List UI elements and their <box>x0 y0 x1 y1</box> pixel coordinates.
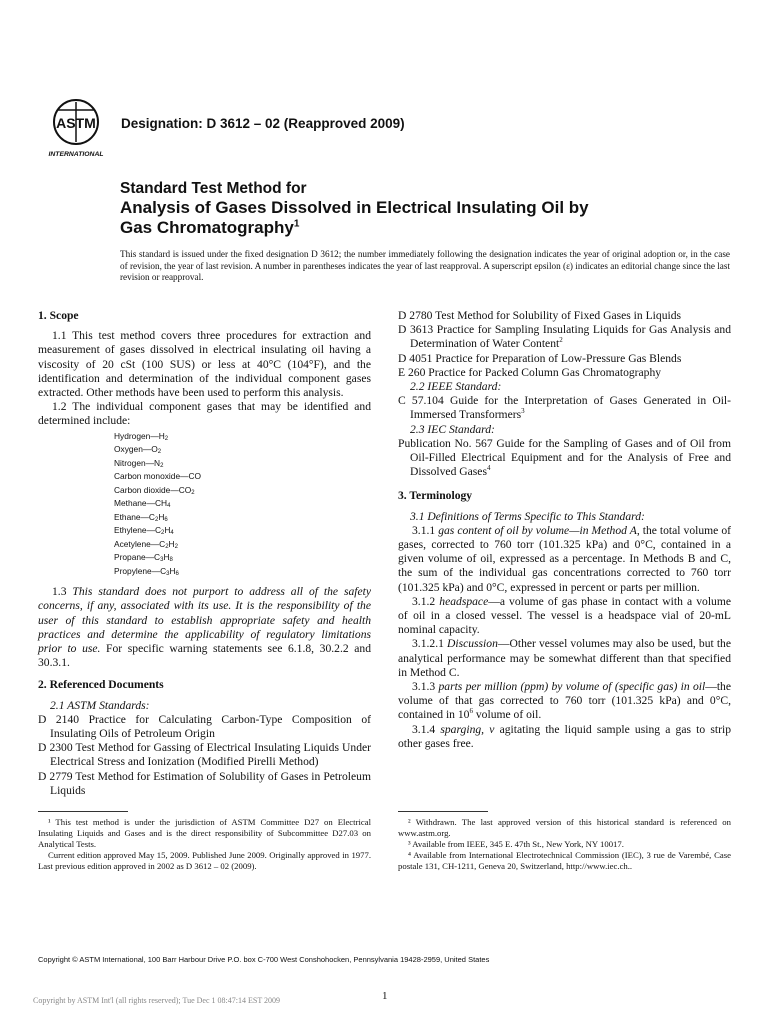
gas-item-sub: 2 <box>161 530 165 537</box>
refs-sub3-text: 2.3 IEC Standard: <box>410 422 495 436</box>
gas-item-name: Ethylene—C <box>114 525 162 536</box>
designation: Designation: D 3612 – 02 (Reapproved 2009) <box>121 116 405 131</box>
footnote-rule-right <box>398 811 488 812</box>
gas-item-sub: 2 <box>165 543 169 550</box>
gas-item-sub: 2 <box>154 516 159 523</box>
gas-item-tail-sub: 6 <box>175 570 179 577</box>
term-3-1-2-1-term: Discussion <box>446 637 498 651</box>
reference-text: Test Method for Estimation of Solubility of Gases in Petroleum Liquids <box>50 769 371 797</box>
title-line1: Standard Test Method for <box>120 180 307 197</box>
watermark-text: Copyright by ASTM Int'l (all rights reserved); Tue Dec 1 08:47:14 EST 2009 <box>33 996 281 1005</box>
refs-left-list <box>38 713 371 798</box>
gas-list <box>38 431 371 580</box>
gas-item-sub: 4 <box>167 503 171 510</box>
gas-item-tail-sub: 6 <box>164 516 168 523</box>
term-3-1-4 <box>398 723 731 751</box>
refs-sub3 <box>398 423 731 437</box>
reference-item <box>398 323 731 351</box>
gas-item-sub: 3 <box>166 570 170 577</box>
ref-ieee-text: Guide for the Interpretation of Gases Generated in Oil-Immersed Transformers <box>410 394 731 422</box>
term-3-1-3-text-b: volume of oil. <box>472 708 542 722</box>
page-number: 1 <box>382 990 388 1002</box>
scope-1-3-italic: This standard does not purport to address all of the safety concerns, if any, associated with its use. It is the responsibility of the user of this standard to establish appropriate safety and health practices and determine the applicability of regulatory limitations prior to use. <box>38 585 372 655</box>
term-3-1-2-text: —a volume of gas phase in contact with a volume of oil in a closed vessel. The vessel is a headspace vial of 20-mL nominal capacity. <box>398 594 731 637</box>
gas-item <box>114 552 371 566</box>
gas-item <box>114 566 371 580</box>
reference-code: D 2779 <box>38 769 73 783</box>
reference-item <box>38 770 371 798</box>
gas-item-name: Oxygen—O <box>114 444 158 455</box>
term-3-1-4-term: sparging, v <box>440 722 495 736</box>
gas-item-name: Carbon dioxide—CO <box>114 484 192 495</box>
refs-right-list <box>398 309 731 380</box>
gas-item-tail: H <box>168 538 175 549</box>
term-3-1-2-1-num: 3.1.2.1 <box>412 637 447 651</box>
reference-text: Test Method for Solubility of Fixed Gases in Liquids <box>432 309 682 322</box>
gas-item-name: Methane—CH <box>114 498 168 509</box>
reference-text: Test Method for Gassing of Electrical Insulating Liquids Under Electrical Stress and Ionization (Modified Pirelli Method) <box>50 741 371 769</box>
gas-item-sub: 2 <box>160 462 164 469</box>
term-3-1-2 <box>398 595 731 638</box>
footnote-2: ² Withdrawn. The last approved version of this historical standard is referenced on www.astm.org. <box>398 817 731 838</box>
reference-text: Practice for Calculating Carbon-Type Composition of Insulating Oils of Petroleum Origin <box>50 712 371 740</box>
ref-iec-text: Guide for the Sampling of Gases and of Oil from Oil-Filled Electrical Equipment and for the Analysis of Free and Dissolved Gases <box>410 436 731 479</box>
ref-ieee-sup: 3 <box>521 407 525 416</box>
reference-item <box>398 352 731 366</box>
gas-item <box>114 485 371 499</box>
reference-text: Practice for Packed Column Gas Chromatography <box>425 365 662 379</box>
term-3-1-1-num: 3.1.1 <box>412 523 439 537</box>
gas-item-tail: H <box>164 525 171 536</box>
gas-item-tail-sub: 8 <box>169 557 173 564</box>
gas-item-sub: 2 <box>191 489 195 496</box>
reference-code: D 4051 <box>398 351 433 365</box>
gas-item-tail: H <box>163 552 170 563</box>
gas-item-sub: 3 <box>160 557 164 564</box>
ref-iec-sup: 4 <box>486 464 491 473</box>
reference-item <box>38 713 371 741</box>
gas-item <box>114 512 371 526</box>
footnote-rule-left <box>38 811 128 812</box>
gas-item <box>114 471 371 485</box>
scope-1-3-tail: For specific warning statements see 6.1.8, 30.2.2 and 30.3.1. <box>38 641 371 670</box>
ref-ieee <box>398 394 731 422</box>
reference-text: Practice for Sampling Insulating Liquids for Gas Analysis and Determination of Water Content <box>410 323 731 351</box>
footnote-3: ³ Available from IEEE, 345 E. 47th St., New York, NY 10017. <box>408 839 624 849</box>
gas-item-name: Carbon monoxide—CO <box>114 471 202 482</box>
reference-item <box>398 366 731 380</box>
footnote-1: ¹ This test method is under the jurisdiction of ASTM Committee D27 on Electrical Insulating Liquids and Gases and is the direct responsibility of Subcommittee D27.03 on Analytical Tests. <box>38 817 371 849</box>
term-3-1-2-num: 3.1.2 <box>412 594 440 608</box>
footnote-1-edition: Current edition approved May 15, 2009. Published June 2009. Originally approved in 1977. Last previous edition approved in 2002 as D 3612 – 02 (2009). <box>38 850 371 871</box>
scope-1-3-lead: 1.3 <box>52 585 73 599</box>
term-3-1-3-sup: 6 <box>469 707 473 716</box>
scope-1-3 <box>38 585 371 670</box>
gas-item-name: Nitrogen—N <box>114 457 161 468</box>
term-3-1-3 <box>398 680 731 723</box>
section-refs-heading: 2. Referenced Documents <box>38 678 164 692</box>
term-3-1-4-num: 3.1.4 <box>412 722 441 736</box>
ref-ieee-code: C 57.104 <box>398 394 444 408</box>
reference-code: D 3613 <box>398 323 434 337</box>
reference-code: D 2140 <box>38 712 80 726</box>
ref-iec-code: Publication No. 567 <box>398 436 493 450</box>
logo-subtext: INTERNATIONAL <box>48 151 104 158</box>
footnotes-left <box>38 817 371 872</box>
gas-item-name: Propylene—C <box>114 565 167 576</box>
refs-sub2-text: 2.2 IEEE Standard: <box>410 380 502 394</box>
reference-code: E 260 <box>398 365 426 379</box>
gas-item-sub: 2 <box>164 435 169 442</box>
footnotes-right <box>398 817 731 872</box>
right-column <box>398 309 731 751</box>
gas-item-tail-sub: 2 <box>174 543 178 550</box>
gas-item-name: Acetylene—C <box>114 538 166 549</box>
gas-item <box>114 498 371 512</box>
logo-text: ASTM <box>56 115 96 131</box>
section-scope-heading: 1. Scope <box>38 309 79 322</box>
reference-item <box>398 309 731 323</box>
scope-1-2: 1.2 The individual component gases that may be identified and determined include: <box>38 400 371 428</box>
gas-item-tail: H <box>158 511 165 522</box>
refs-sub1-text: 2.1 ASTM Standards: <box>50 698 150 712</box>
term-3-1-2-1-text: —Other vessel volumes may also be used, but the analytical performance may be somewhat different than that specified in Method C. <box>398 637 731 679</box>
term-3-1-text: 3.1 Definitions of Terms Specific to This Standard: <box>410 509 645 523</box>
gas-item-sub: 2 <box>157 449 162 456</box>
gas-item-name: Ethane—C <box>114 511 155 522</box>
reference-text: Practice for Preparation of Low-Pressure Gas Blends <box>432 351 682 365</box>
gas-item-name: Hydrogen—H <box>114 430 165 441</box>
title-line3-text: Gas Chromatography <box>120 218 294 237</box>
term-3-1-4-text: agitating the liquid sample using a gas to strip other gases free. <box>398 722 731 750</box>
term-3-1 <box>398 510 731 524</box>
term-3-1-2-1 <box>398 637 731 680</box>
gas-item-tail: H <box>169 565 176 576</box>
term-3-1-3-text-a: —the volume of that gas corrected to 760 torr (101.325 kPa) and 0°C, contained in 10 <box>398 680 731 722</box>
title-footnote-mark: 1 <box>293 218 300 230</box>
section-terminology-heading: 3. Terminology <box>398 489 473 503</box>
gas-item <box>114 431 371 445</box>
gas-item <box>114 525 371 539</box>
reference-item <box>38 741 371 769</box>
refs-sub2 <box>398 380 731 394</box>
left-column <box>38 309 371 798</box>
gas-item-tail-sub: 4 <box>170 530 174 537</box>
title-block <box>120 180 680 238</box>
gas-item-name: Propane—C <box>114 552 161 563</box>
term-3-1-1-text: , the total volume of gases, corrected to 760 torr (101.325 kPa) and 0°C, contained in a given volume of oil, expressed as a percentage. In Methods B and C, the sum of the individual gas concentrations corrected to 760 torr (101.325 kPa) and 0°C, expressed in percent or parts per million. <box>398 523 731 594</box>
astm-logo <box>40 98 112 160</box>
standard-notice: This standard is issued under the fixed designation D 3612; the number immediately following the designation indicates the year of original adoption or, in the case of revision, the year of last revision. A number in parentheses indicates the year of last reapproval. A superscript epsilon (ε) indicates an editorial change since the last revision or reapproval. <box>120 249 730 282</box>
refs-sub1 <box>38 699 371 713</box>
term-3-1-3-term: parts per million (ppm) by volume of (specific gas) in oil <box>438 680 706 694</box>
reference-code: D 2780 <box>398 309 433 322</box>
title-line2: Analysis of Gases Dissolved in Electrical Insulating Oil by <box>120 198 589 217</box>
reference-sup: 2 <box>559 336 563 345</box>
term-3-1-3-num: 3.1.3 <box>412 680 439 694</box>
term-3-1-1 <box>398 524 731 595</box>
copyright-line: Copyright © ASTM International, 100 Barr Harbour Drive P.O. box C-700 West Conshohocken, Pennsylvania 19428-2959, United States <box>38 955 490 964</box>
title-line3 <box>120 218 680 238</box>
reference-code: D 2300 <box>38 741 73 755</box>
gas-item <box>114 444 371 458</box>
ref-iec <box>398 437 731 480</box>
term-3-1-1-term: gas content of oil by volume—in Method A <box>438 523 637 537</box>
gas-item <box>114 539 371 553</box>
gas-item <box>114 458 371 472</box>
term-3-1-2-term: headspace <box>439 594 489 608</box>
scope-1-1: 1.1 This test method covers three procedures for extraction and measurement of gases dissolved in electrical insulating oil having a viscosity of 20 cSt (100 SUS) or less at 40°C (104°F), and the identification and determination of the individual component gases extracted. Other methods have been used to perform this analysis. <box>38 329 371 400</box>
astm-logo-graphic <box>40 98 112 160</box>
footnote-4: ⁴ Available from International Electrotechnical Commission (IEC), 3 rue de Varembé, Case postale 131, CH-1211, Geneva 20, Switzerland, http://www.iec.ch.. <box>398 850 731 871</box>
